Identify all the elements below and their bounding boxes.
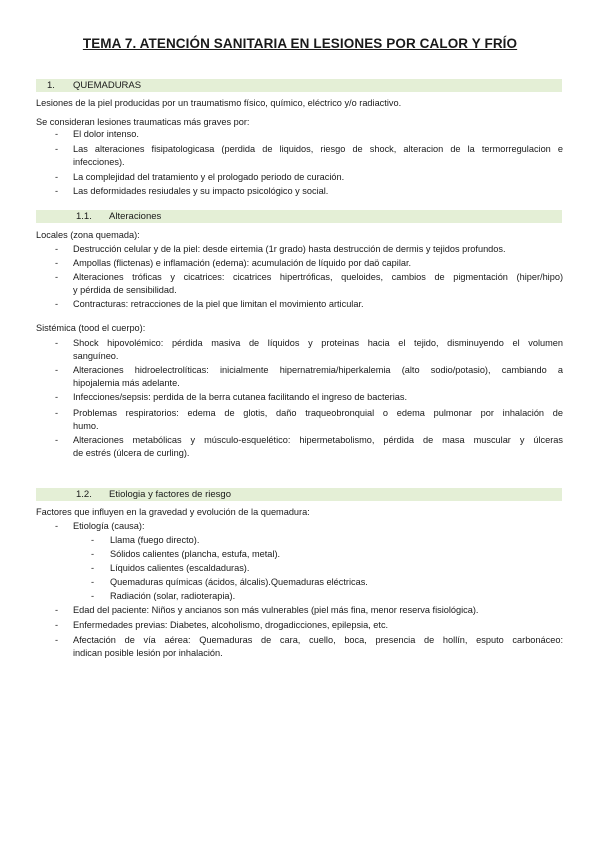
list-item: Afectación de vía aérea: Quemaduras de cara, cuello, boca, presencia de hollín, esputo carbonáceo:	[73, 635, 563, 645]
list-lead: Se consideran lesiones traumaticas más graves por:	[36, 117, 250, 127]
group-lead: Factores que influyen en la gravedad y evolución de la quemadura:	[36, 507, 310, 517]
list-item: El dolor intenso.	[73, 129, 139, 139]
sub-bullet-dash: -	[91, 563, 95, 573]
list-item-continuation: y pérdida de sensibilidad.	[73, 285, 177, 295]
list-item: Edad del paciente: Niños y ancianos son más vulnerables (piel más fina, menor reserva fisiológica).	[73, 605, 479, 615]
group-lead: Sistémica (tood el cuerpo):	[36, 323, 146, 333]
list-item: Contracturas: retracciones de la piel que limitan el movimiento articular.	[73, 299, 364, 309]
section-heading-quemaduras	[36, 79, 562, 92]
section-number: 1.	[47, 80, 55, 91]
subsection-title: Etiologia y factores de riesgo	[109, 489, 231, 500]
bullet-dash: -	[55, 272, 59, 282]
list-item-continuation: sanguíneo.	[73, 351, 119, 361]
sub-list-item: Quemaduras químicas (ácidos, álcalis).Quemaduras eléctricas.	[110, 577, 368, 587]
sub-list-item: Líquidos calientes (escaldaduras).	[110, 563, 250, 573]
subsection-number: 1.1.	[76, 211, 92, 222]
list-item-continuation: indican posible lesión por inhalación.	[73, 648, 223, 658]
bullet-dash: -	[55, 435, 59, 445]
sub-bullet-dash: -	[91, 549, 95, 559]
bullet-dash: -	[55, 408, 59, 418]
intro-paragraph: Lesiones de la piel producidas por un traumatismo físico, químico, eléctrico y/o radiactivo.	[36, 98, 402, 108]
group-lead: Locales (zona quemada):	[36, 230, 140, 240]
subsection-heading-alteraciones	[36, 210, 562, 223]
bullet-dash: -	[55, 521, 59, 531]
list-item-continuation: de estrés (úlcera de curling).	[73, 448, 190, 458]
sub-list-item: Llama (fuego directo).	[110, 535, 200, 545]
sub-list-item: Radiación (solar, radioterapia).	[110, 591, 236, 601]
bullet-dash: -	[55, 338, 59, 348]
list-item: Infecciones/sepsis: perdida de la berra cutanea facilitando el ingreso de bacterias.	[73, 392, 408, 402]
subsection-heading-etiologia	[36, 488, 562, 501]
bullet-dash: -	[55, 299, 59, 309]
bullet-dash: -	[55, 244, 59, 254]
bullet-dash: -	[55, 172, 59, 182]
list-item-continuation: humo.	[73, 421, 99, 431]
bullet-dash: -	[55, 258, 59, 268]
sub-bullet-dash: -	[91, 535, 95, 545]
subsection-title: Alteraciones	[109, 211, 162, 222]
bullet-dash: -	[55, 605, 59, 615]
list-item: Las alteraciones fisipatologicasa (perdida de liquidos, riesgo de shock, alteracion de la termorregulacion e	[73, 144, 563, 154]
bullet-dash: -	[55, 144, 59, 154]
bullet-dash: -	[55, 365, 59, 375]
sub-list-item: Sólidos calientes (plancha, estufa, metal).	[110, 549, 281, 559]
page-title: TEMA 7. ATENCIÓN SANITARIA EN LESIONES POR CALOR Y FRÍO	[82, 36, 518, 51]
list-item: Enfermedades previas: Diabetes, alcoholismo, drogadicciones, epilepsia, etc.	[73, 620, 389, 630]
list-item-continuation: infecciones).	[73, 157, 125, 167]
sub-bullet-dash: -	[91, 591, 95, 601]
bullet-dash: -	[55, 620, 59, 630]
list-item: Alteraciones hidroelectrolíticas: inicialmente hipernatremia/hiperkalemia (alto sodio/potasio), cambiando a	[73, 365, 563, 375]
subsection-number: 1.2.	[76, 489, 92, 500]
list-item: La complejidad del tratamiento y el prologado periodo de curación.	[73, 172, 345, 182]
list-item: Problemas respiratorios: edema de glotis, daño traqueobronquial o edema pulmonar por inhalación de	[73, 408, 563, 418]
bullet-dash: -	[55, 635, 59, 645]
list-item: Shock hipovolémico: pérdida masiva de líquidos y proteinas hacia el tejido, disminuyendo el volumen	[73, 338, 563, 348]
list-item-continuation: hipojalemia más adelante.	[73, 378, 180, 388]
list-item: Destrucción celular y de la piel: desde eirtemia (1r grado) hasta destrucción de dermis y tejidos profundos.	[73, 244, 506, 254]
section-title: QUEMADURAS	[73, 80, 142, 91]
bullet-dash: -	[55, 186, 59, 196]
list-item: Etiología (causa):	[73, 521, 145, 531]
bullet-dash: -	[55, 129, 59, 139]
list-item: Ampollas (flictenas) e inflamación (edema): acumulación de líquido por daö capilar.	[73, 258, 412, 268]
list-item: Alteraciones metabólicas y músculo-esquelético: hipermetabolismo, pérdida de masa muscular y úlceras	[73, 435, 563, 445]
list-item: Las deformidades resiudales y su impacto psicológico y social.	[73, 186, 329, 196]
sub-bullet-dash: -	[91, 577, 95, 587]
list-item: Alteraciones tróficas y cicatrices: cicatrices hipertróficas, queloides, cambios de pigmentación (hiper/hipo)	[73, 272, 563, 282]
bullet-dash: -	[55, 392, 59, 402]
